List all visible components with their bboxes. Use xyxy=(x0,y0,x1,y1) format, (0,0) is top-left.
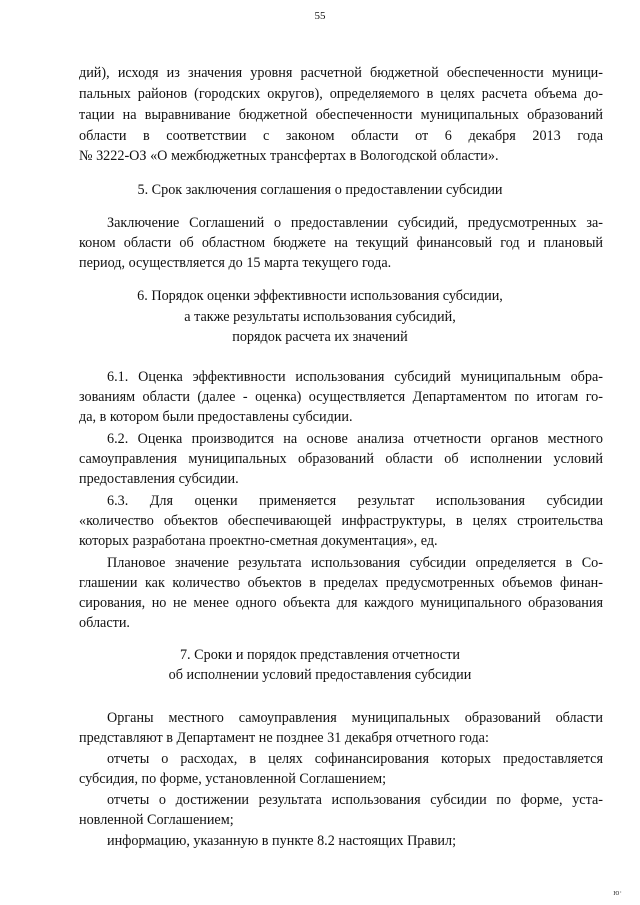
section-heading-6: а также результаты использования субсидий, xyxy=(184,309,456,325)
section-heading-5: 5. Срок заключения соглашения о предоставлении субсидии xyxy=(137,182,503,198)
corner-mark: ю· xyxy=(613,888,622,897)
paragraph-line: да, в котором были предоставлены субсидии. xyxy=(79,409,353,425)
paragraph-line: самоуправления муниципальных образований области об исполнении условий xyxy=(79,451,603,467)
paragraph-line: субсидия, по форме, установленной Соглашением; xyxy=(79,771,387,787)
paragraph-line: зованиям области (далее - оценка) осуществляется Департаментом по итогам го- xyxy=(79,389,603,405)
paragraph-line: отчеты о расходах, в целях софинансирования которых предоставляется xyxy=(107,751,603,767)
paragraph-line: глашении как количество объектов в пределах предусмотренных объемов финан- xyxy=(79,575,603,591)
paragraph-line: № 3222-ОЗ «О межбюджетных трансфертах в Вологодской области». xyxy=(79,148,499,164)
paragraph-line: 6.3. Для оценки применяется результат использования субсидии xyxy=(107,493,603,509)
paragraph-line: Заключение Соглашений о предоставлении субсидий, предусмотренных за- xyxy=(107,215,603,231)
section-heading-6: 6. Порядок оценки эффективности использования субсидии, xyxy=(137,288,503,304)
paragraph-line: Органы местного самоуправления муниципальных образований области xyxy=(107,710,603,726)
paragraph-line: коном области об областном бюджете на текущий финансовый год и плановый xyxy=(79,235,603,251)
paragraph-line: Плановое значение результата использования субсидии определяется в Со- xyxy=(107,555,603,571)
paragraph-line: «количество объектов обеспечивающей инфраструктуры, в целях строительства xyxy=(79,513,603,529)
paragraph-line: информацию, указанную в пункте 8.2 настоящих Правил; xyxy=(107,833,457,849)
paragraph-line: предоставления субсидии. xyxy=(79,471,239,487)
section-heading-6: порядок расчета их значений xyxy=(232,329,408,345)
paragraph-line: дий), исходя из значения уровня расчетной бюджетной обеспеченности муници- xyxy=(79,65,603,81)
section-heading-7: 7. Сроки и порядок представления отчетности xyxy=(179,647,461,663)
paragraph-line: 6.1. Оценка эффективности использования субсидий муниципальным обра- xyxy=(107,369,603,385)
paragraph-line: тации на выравнивание бюджетной обеспеченности муниципальных образований xyxy=(79,107,603,123)
paragraph-line: которых разработана проектно-сметная документация», ед. xyxy=(79,533,438,549)
paragraph-line: 6.2. Оценка производится на основе анализа отчетности органов местного xyxy=(107,431,603,447)
paragraph-line: сирования, но не менее одного объекта для каждого муниципального образования xyxy=(79,595,603,611)
paragraph-line: период, осуществляется до 15 марта текущего года. xyxy=(79,255,392,271)
paragraph-line: области. xyxy=(79,615,130,631)
paragraph-line: отчеты о достижении результата использования субсидии по форме, уста- xyxy=(107,792,603,808)
page-number: 55 xyxy=(314,10,326,22)
paragraph-line: пальных районов (городских округов), определяемого в целях расчета объема до- xyxy=(79,86,603,102)
paragraph-line: новленной Соглашением; xyxy=(79,812,234,828)
section-heading-7: об исполнении условий предоставления субсидии xyxy=(168,667,472,683)
paragraph-line: области в соответствии с законом области от 6 декабря 2013 года xyxy=(79,128,603,144)
paragraph-line: представляют в Департамент не позднее 31 декабря отчетного года: xyxy=(79,730,489,746)
